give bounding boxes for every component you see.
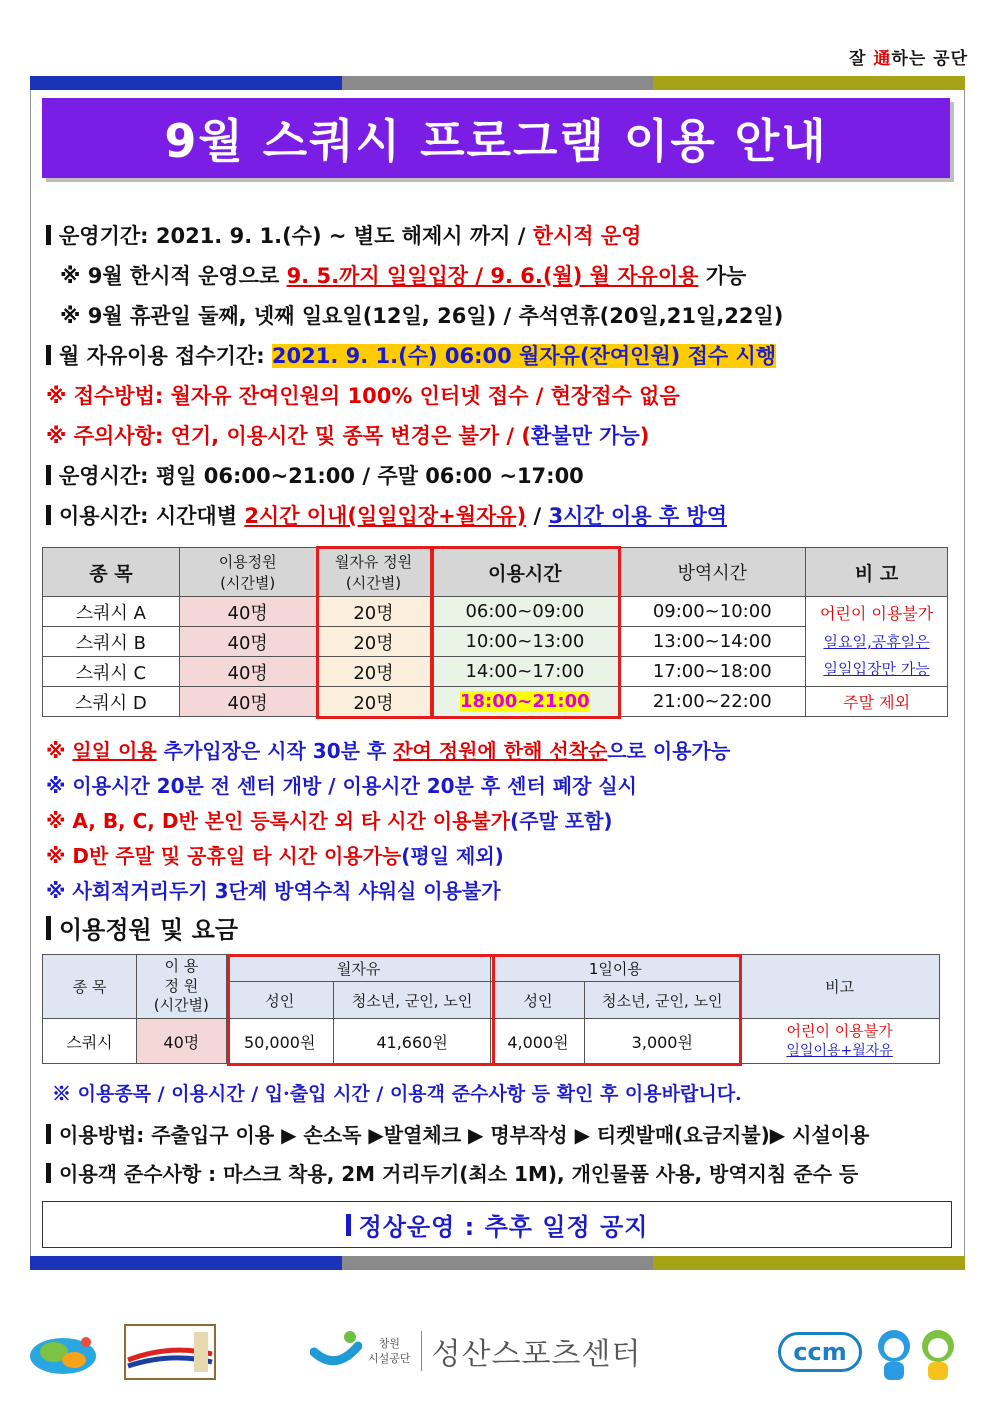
notice-box [42, 1201, 952, 1248]
schedule-table [42, 547, 948, 717]
center-logo [310, 1328, 641, 1374]
ccm-logo [778, 1332, 862, 1372]
top-color-bar [30, 76, 965, 90]
info-method: ※ 접수방법: 월자유 잔여인원의 100% 인터넷 접수 / 현장접수 없음 [46, 384, 680, 408]
col-monthly: 월자유 정원 (시간별) [316, 548, 431, 597]
fee-col-monthly: 월자유 [226, 955, 491, 982]
ccm-text: ccm [778, 1332, 862, 1372]
fee-col-event: 종 목 [43, 955, 137, 1019]
col-remark: 비 고 [806, 548, 948, 597]
slogan: 잘 通하는 공단 [849, 49, 968, 69]
remark-holiday: 일요일,공휴일은 [823, 632, 930, 651]
swoosh-icon [310, 1328, 362, 1374]
fee-col-daily: 1일이용 [491, 955, 740, 982]
remark-weekend: 주말 제외 [806, 687, 948, 717]
table-row: 스쿼시 A 40명 20명 06:00~09:00 09:00~10:00 어린이 이용불가 일요일,공휴일은 일일입장만 가능 [43, 597, 948, 627]
note-5: ※ 사회적거리두기 3단계 방역수칙 샤워실 이용불가 [46, 879, 501, 903]
user-rules: 이용객 준수사항 : 마스크 착용, 2M 거리두기(최소 1M), 개인물품 사용, 방역지침 준수 등 [46, 1158, 858, 1187]
info-usage-time: 이용시간: 시간대별 2시간 이내(일일입장+월자유) / 3시간 이용 후 방역 [46, 500, 727, 530]
title-banner [42, 98, 950, 178]
fee-heading: 이용정원 및 요금 [46, 910, 238, 945]
org-small-2: 시설공단 [368, 1352, 411, 1365]
remark-daily-only: 일일입장만 가능 [823, 659, 930, 678]
info-registration: 월 자유이용 접수기간: 2021. 9. 1.(수) 06:00 월자유(잔여인원) 접수 시행 [46, 340, 776, 370]
certificate-icon [124, 1324, 216, 1380]
certificate-logo [124, 1324, 216, 1380]
col-capacity: 이용정원 (시간별) [179, 548, 316, 597]
table-row: 스쿼시 40명 50,000원 41,660원 4,000원 3,000원 어린이 이용불가 일일이용+월자유 [43, 1019, 940, 1064]
note-3: ※ A, B, C, D반 본인 등록시간 외 타 시간 이용불가(주말 포함) [46, 809, 613, 833]
fee-col-capacity: 이 용 정 원 (시간별) [136, 955, 226, 1019]
note-1: ※ 일일 이용 추가입장은 시작 30분 후 잔여 정원에 한해 선착순으로 이용가능 [46, 739, 731, 763]
info-daily-note: ※ 9월 한시적 운영으로 9. 5.까지 일일입장 / 9. 6.(월) 월 자유이용 가능 [60, 264, 747, 288]
bottom-note: ※ 이용종목 / 이용시간 / 입·출입 시간 / 이용객 준수사항 등 확인 후 이용바랍니다. [52, 1083, 742, 1105]
city-logo [28, 1332, 98, 1376]
page-title: 9월 스쿼시 프로그램 이용 안내 [164, 114, 828, 168]
fee-col-remark: 비고 [740, 955, 940, 1019]
fee-table: 종 목 이 용 정 원 (시간별) 월자유 1일이용 비고 성인 청소년, 군인, 노인 성인 청소년, 군인, 노인 스쿼시 40명 50,000원 41,660원 4,000원 3,000원 어린이 이용불가 일일이용+월자유 [42, 954, 940, 1064]
table-row: 스쿼시 D 40명 20명 18:00~21:00 21:00~22:00 주말 제외 [43, 687, 948, 717]
note-2: ※ 이용시간 20분 전 센터 개방 / 이용시간 20분 후 센터 폐장 실시 [46, 774, 638, 798]
footer [0, 1318, 992, 1390]
info-holiday-note: ※ 9월 휴관일 둘째, 넷째 일요일(12일, 26일) / 추석연휴(20일,21일,22일) [60, 304, 784, 328]
center-name: 성산스포츠센터 [431, 1337, 642, 1372]
table-row: 스쿼시 C 40명 20명 14:00~17:00 17:00~18:00 [43, 657, 948, 687]
city-logo-icon [28, 1332, 98, 1376]
info-hours: 운영시간: 평일 06:00~21:00 / 주말 06:00 ~17:00 [46, 460, 584, 490]
info-period: 운영기간: 2021. 9. 1.(수) ~ 별도 해제시 까지 / 한시적 운영 [46, 220, 641, 250]
notice-text: 정상운영 : 추후 일정 공지 [358, 1213, 649, 1241]
note-4: ※ D반 주말 및 공휴일 타 시간 이용가능(평일 제외) [46, 844, 504, 868]
remark-no-children: 어린이 이용불가 [819, 604, 934, 624]
org-small-1: 창원 [378, 1337, 400, 1350]
bottom-color-bar [30, 1256, 965, 1270]
table-row: 스쿼시 B 40명 20명 10:00~13:00 13:00~14:00 [43, 627, 948, 657]
usage-method: 이용방법: 주출입구 이용 ▶ 손소독 ▶발열체크 ▶ 명부작성 ▶ 티켓발매(요금지불)▶ 시설이용 [46, 1119, 869, 1148]
info-caution: ※ 주의사항: 연기, 이용시간 및 종목 변경은 불가 / (환불만 가능) [46, 424, 650, 448]
col-event: 종 목 [43, 548, 180, 597]
col-disinfect: 방역시간 [619, 548, 806, 597]
mascot-icon [872, 1326, 962, 1382]
mascots [872, 1326, 962, 1382]
col-time: 이용시간 [431, 548, 619, 597]
